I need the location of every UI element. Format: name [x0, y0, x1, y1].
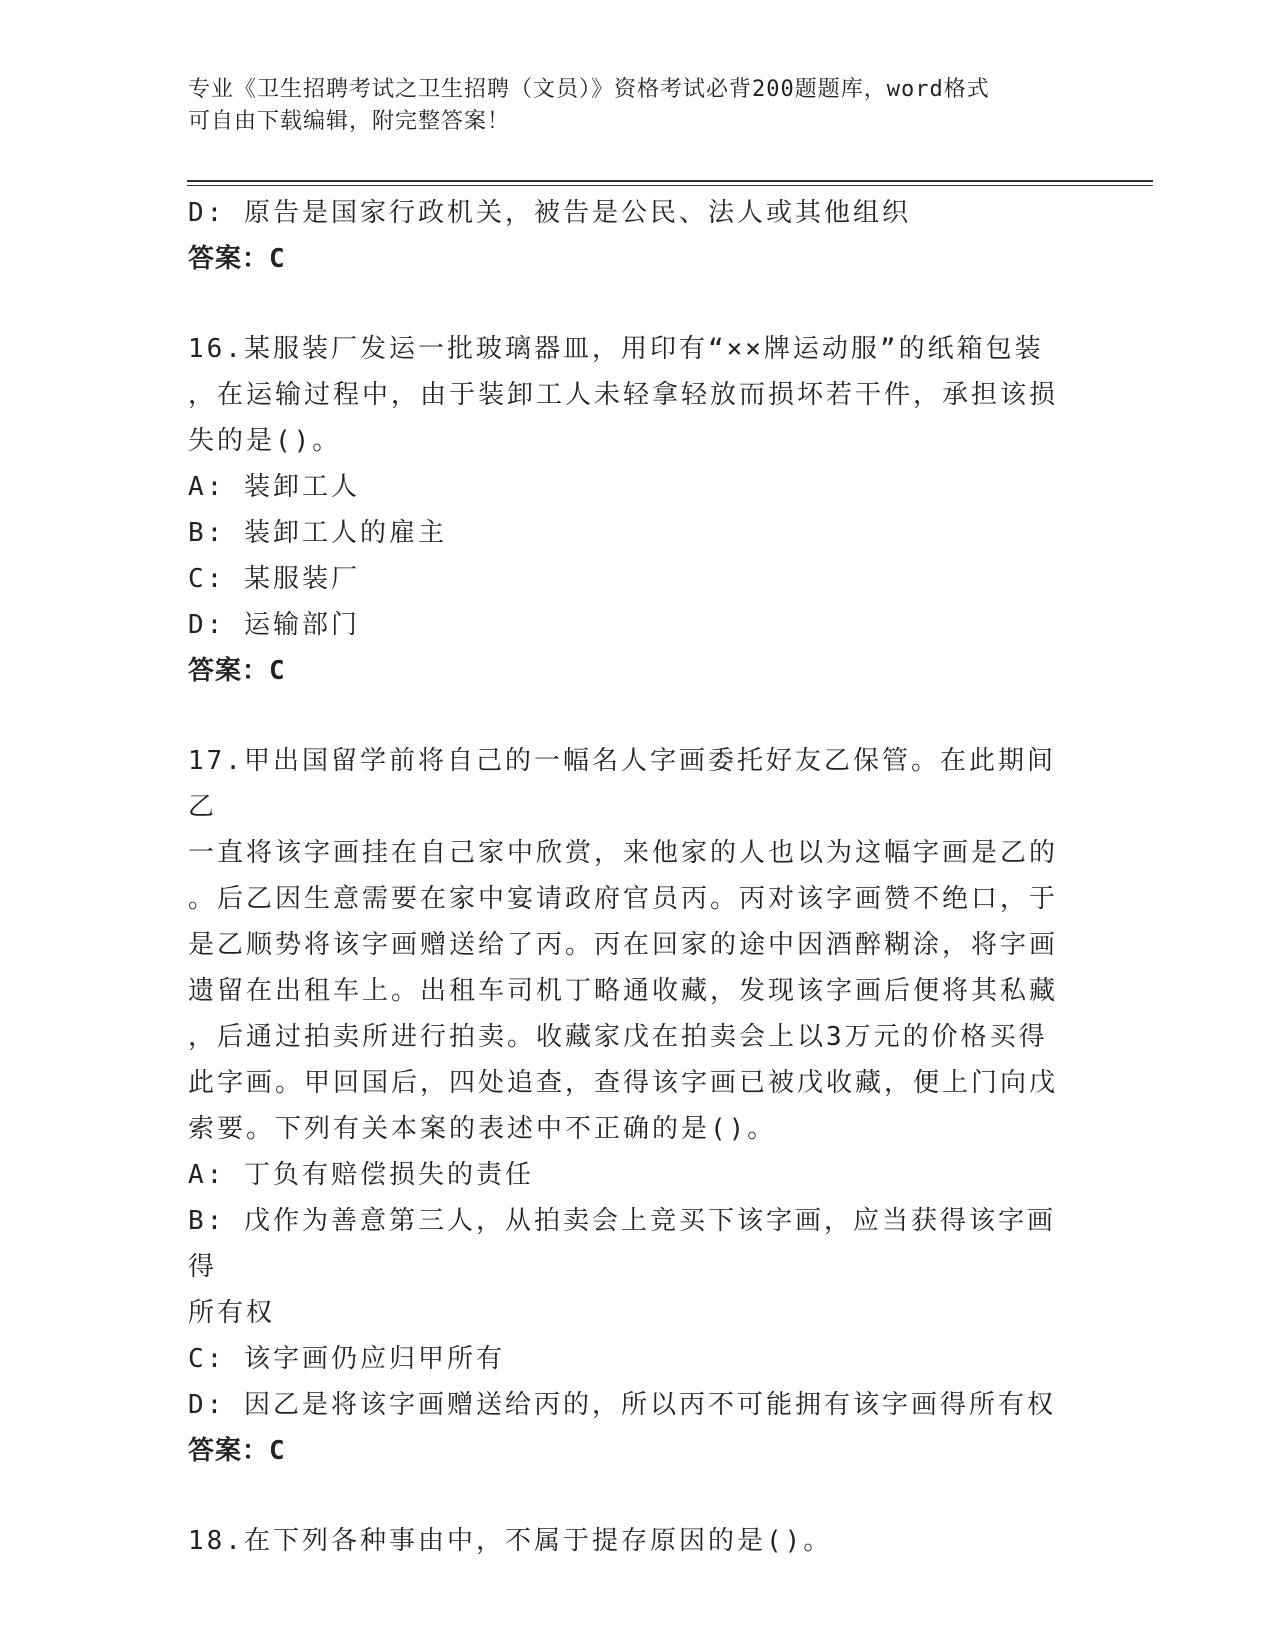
stem-line: ，在运输过程中，由于装卸工人未轻拿轻放而损坏若干件，承担该损: [188, 380, 1059, 410]
option-b: B: 装卸工人的雇主: [188, 518, 447, 548]
answer: 答案：C: [188, 656, 286, 686]
option-c: C: 某服装厂: [188, 564, 360, 594]
option-a: A: 装卸工人: [188, 472, 360, 502]
stem-line: 一直将该字画挂在自己家中欣赏，来他家的人也以为这幅字画是乙的: [188, 838, 1059, 868]
option-b-line: 所有权: [188, 1298, 276, 1328]
option-a: A: 丁负有赔偿损失的责任: [188, 1160, 534, 1190]
spacer: [188, 1474, 1083, 1518]
document-body: [188, 190, 1083, 1564]
spacer: [188, 694, 1083, 738]
header-divider-thick: [187, 180, 1153, 182]
answer: 答案：C: [188, 244, 286, 274]
option-d: D: 因乙是将该字画赠送给丙的，所以丙不可能拥有该字画得所有权: [188, 1390, 1056, 1420]
option-b-line: B: 戊作为善意第三人，从拍卖会上竞买下该字画，应当获得该字画得: [188, 1206, 1056, 1282]
answer: 答案：C: [188, 1436, 286, 1466]
stem-line: 索要。下列有关本案的表述中不正确的是()。: [188, 1114, 777, 1144]
document-header: [188, 74, 1068, 138]
stem-line: 17.甲出国留学前将自己的一幅名人字画委托好友乙保管。在此期间乙: [188, 746, 1056, 822]
spacer: [188, 282, 1083, 326]
question-stem: [188, 326, 1083, 464]
question-16: [188, 326, 1083, 694]
stem-line: 是乙顺势将该字画赠送给了丙。丙在回家的途中因酒醉糊涂，将字画: [188, 930, 1059, 960]
header-line-1: 专业《卫生招聘考试之卫生招聘（文员）》资格考试必背200题题库，word格式: [188, 77, 990, 102]
stem-line: 遗留在出租车上。出租车司机丁略通收藏，发现该字画后便将其私藏: [188, 976, 1059, 1006]
header-line-2: 可自由下载编辑，附完整答案！: [188, 109, 511, 134]
question-stem: [188, 738, 1083, 1152]
option-d: D: 原告是国家行政机关，被告是公民、法人或其他组织: [188, 198, 911, 228]
option-b: [188, 1198, 1083, 1336]
option-d: D: 运输部门: [188, 610, 360, 640]
stem-line: 。后乙因生意需要在家中宴请政府官员丙。丙对该字画赞不绝口，于: [188, 884, 1059, 914]
option-c: C: 该字画仍应归甲所有: [188, 1344, 505, 1374]
question-17: [188, 738, 1083, 1474]
stem-line: 失的是()。: [188, 426, 342, 456]
stem-line: 16.某服装厂发运一批玻璃器皿，用印有“××牌运动服”的纸箱包装: [188, 334, 1044, 364]
stem-line: ，后通过拍卖所进行拍卖。收藏家戊在拍卖会上以3万元的价格买得: [188, 1022, 1048, 1052]
question-18: [188, 1518, 1083, 1564]
header-divider-thin: [187, 185, 1153, 186]
question-15-tail: [188, 190, 1083, 282]
stem-line: 此字画。甲回国后，四处追查，查得该字画已被戊收藏，便上门向戊: [188, 1068, 1059, 1098]
question-stem: 18.在下列各种事由中，不属于提存原因的是()。: [188, 1526, 833, 1556]
